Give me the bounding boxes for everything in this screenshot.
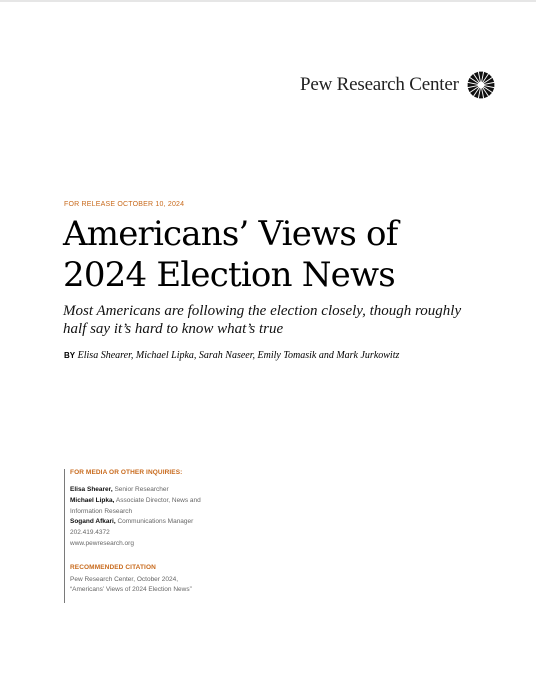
top-border bbox=[0, 0, 536, 2]
website-link[interactable]: www.pewresearch.org bbox=[70, 539, 134, 547]
byline bbox=[64, 350, 399, 361]
pew-logo[interactable] bbox=[300, 70, 500, 100]
contact-name: Sogand Afkari, bbox=[70, 518, 116, 526]
citation-heading: RECOMMENDED CITATION bbox=[70, 563, 156, 571]
subtitle-line: Most Americans are following the election closely, though roughly bbox=[63, 303, 462, 319]
contact-item bbox=[70, 517, 234, 528]
report-title bbox=[63, 214, 503, 296]
contact-item bbox=[70, 496, 234, 507]
contact-sidebar bbox=[64, 469, 234, 603]
contact-list bbox=[70, 485, 234, 550]
byline-prefix: BY bbox=[64, 351, 76, 360]
citation-text bbox=[70, 575, 234, 595]
contact-role: Communications Manager bbox=[115, 518, 194, 526]
contact-role: Senior Researcher bbox=[112, 486, 169, 493]
contact-role: Information Research bbox=[70, 507, 133, 515]
citation-line: “Americans’ Views of 2024 Election News” bbox=[70, 585, 192, 593]
release-date: FOR RELEASE OCTOBER 10, 2024 bbox=[64, 201, 185, 208]
title-line: Americans’ Views of bbox=[63, 214, 398, 254]
subtitle-line: half say it’s hard to know what’s true bbox=[63, 321, 284, 337]
title-line: 2024 Election News bbox=[63, 255, 395, 295]
phone-number: 202.419.4372 bbox=[70, 529, 110, 537]
media-inquiries-heading: FOR MEDIA OR OTHER INQUIRIES: bbox=[70, 469, 183, 476]
report-subtitle bbox=[63, 302, 483, 338]
org-name: Pew Research Center bbox=[300, 74, 459, 95]
citation-line: Pew Research Center, October 2024, bbox=[70, 575, 179, 583]
contact-name: Elisa Shearer, bbox=[70, 486, 113, 493]
contact-item bbox=[70, 485, 234, 496]
contact-item bbox=[70, 507, 234, 518]
contact-name: Michael Lipka, bbox=[70, 496, 115, 504]
contact-role: Associate Director, News and bbox=[114, 496, 201, 504]
sunburst-icon bbox=[466, 70, 496, 100]
byline-authors: Elisa Shearer, Michael Lipka, Sarah Naseer, Emily Tomasik and Mark Jurkowitz bbox=[77, 350, 400, 361]
